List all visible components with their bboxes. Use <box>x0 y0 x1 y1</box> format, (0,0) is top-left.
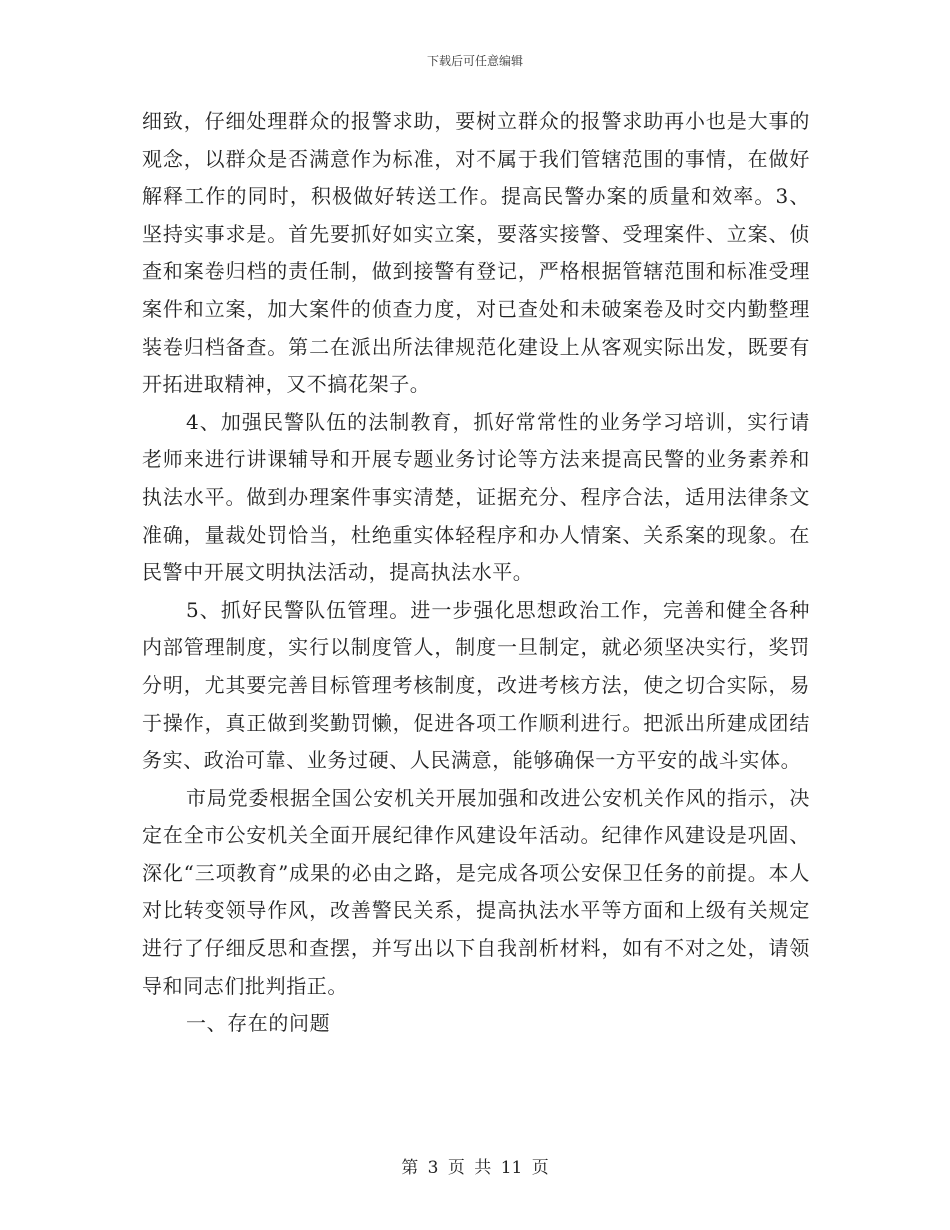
section-heading: 一、存在的问题 <box>186 1011 331 1036</box>
page-number-footer: 第 3 页 共 11 页 <box>401 1158 549 1178</box>
paragraph-intro: 市局党委根据全国公安机关开展加强和改进公安机关作风的指示，决定在全市公安机关全面开展纪律作风建设年活动。纪律作风建设是巩固、深化“三项教育”成果的必由之路，是完成各项公安保卫任务的前提。本人对比转变领导作风，改善警民关系，提高执法水平等方面和上级有关规定进行了仔细反思和查摆，并写出以下自我剖析材料，如有不对之处，请领导和同志们批判指正。 <box>142 785 810 998</box>
paragraph-continued: 细致，仔细处理群众的报警求助，要树立群众的报警求助再小也是大事的观念，以群众是否满意作为标准，对不属于我们管辖范围的事情，在做好解释工作的同时，积极做好转送工作。提高民警办案的质量和效率。3、坚持实事求是。首先要抓好如实立案，要落实接警、受理案件、立案、侦查和案卷归档的责任制，做到接警有登记，严格根据管辖范围和标准受理案件和立案，加大案件的侦查力度，对已查处和未破案卷及时交内勤整理装卷归档备查。第二在派出所法律规范化建设上从客观实际出发，既要有开拓进取精神，又不搞花架子。 <box>142 109 810 397</box>
page-header-note: 下载后可任意编辑 <box>426 54 523 68</box>
paragraph-item-4: 4、加强民警队伍的法制教育，抓好常常性的业务学习培训，实行请老师来进行讲课辅导和开展专题业务讨论等方法来提高民警的业务素养和执法水平。做到办理案件事实清楚，证据充分、程序合法，适用法律条文准确，量裁处罚恰当，杜绝重实体轻程序和办人情案、关系案的现象。在民警中开展文明执法活动，提高执法水平。 <box>142 409 810 585</box>
document-body <box>142 103 810 1043</box>
paragraph-item-5: 5、抓好民警队伍管理。进一步强化思想政治工作，完善和健全各种内部管理制度，实行以制度管人，制度一旦制定，就必须坚决实行，奖罚分明，尤其要完善目标管理考核制度，改进考核方法，使之切合实际，易于操作，真正做到奖勤罚懒，促进各项工作顺利进行。把派出所建成团结务实、政治可靠、业务过硬、人民满意，能够确保一方平安的战斗实体。 <box>142 597 810 773</box>
